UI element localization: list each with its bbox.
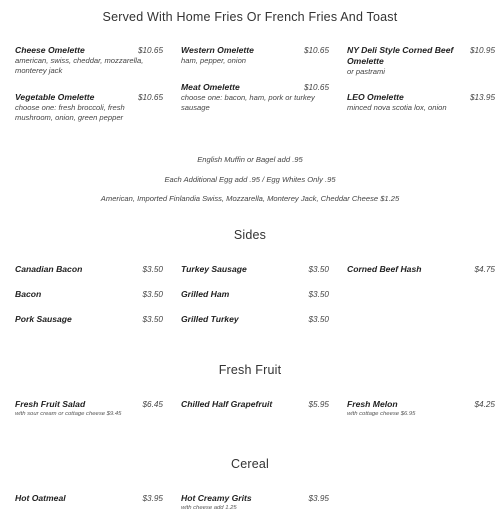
item-description: ham, pepper, onion — [181, 56, 247, 65]
item-name: Fresh Melon — [347, 399, 398, 409]
item-price: $6.45 — [142, 400, 163, 409]
menu-item-fresh-melon — [347, 399, 495, 418]
item-price: $3.50 — [308, 315, 329, 324]
item-name: Vegetable Omelette — [15, 92, 95, 102]
item-description: choose one: fresh broccoli, fresh mushroom, onion, green pepper — [15, 103, 125, 122]
menu-item-meat-omelette — [181, 82, 329, 113]
menu-item-fresh-fruit-salad — [15, 399, 163, 418]
item-name: Hot Oatmeal — [15, 493, 66, 503]
item-name: Grilled Turkey — [181, 314, 239, 324]
item-price: $3.50 — [142, 315, 163, 324]
item-price: $4.25 — [474, 400, 495, 409]
note-muffin-bagel: English Muffin or Bagel add .95 — [197, 155, 303, 164]
section-title-cereal: Cereal — [230, 457, 270, 471]
item-note: with sour cream or cottage cheese $9.45 — [15, 411, 122, 417]
item-price: $3.95 — [142, 494, 163, 503]
menu-item-bacon — [15, 289, 163, 300]
menu-item-western-omelette — [181, 45, 329, 66]
item-name: Cheese Omelette — [15, 45, 85, 55]
menu-item-grilled-ham — [181, 289, 329, 300]
item-note: with cottage cheese $6.95 — [347, 411, 416, 417]
item-description: minced nova scotia lox, onion — [347, 103, 447, 112]
section-title-omelettes: Served With Home Fries Or French Fries And Toast — [102, 10, 398, 24]
item-description: american, swiss, cheddar, mozzarella, monterey jack — [15, 56, 144, 75]
item-price: $4.75 — [474, 265, 495, 274]
item-price: $10.95 — [469, 46, 495, 55]
item-name: Turkey Sausage — [181, 264, 247, 274]
item-name: NY Deli Style Corned Beef Omelette — [347, 45, 454, 66]
menu-item-hot-creamy-grits — [181, 493, 329, 512]
menu-item-pork-sausage — [15, 314, 163, 325]
item-name: Western Omelette — [181, 45, 254, 55]
item-price: $10.65 — [137, 93, 163, 102]
item-note: with cheese add 1.25 — [181, 505, 237, 511]
item-name: Pork Sausage — [15, 314, 72, 324]
item-price: $5.95 — [308, 400, 329, 409]
item-description: choose one: bacon, ham, pork or turkey sausage — [181, 93, 315, 112]
item-price: $13.95 — [469, 93, 495, 102]
menu-item-corned-beef-omelette — [347, 45, 495, 77]
item-name: Grilled Ham — [181, 289, 230, 299]
item-price: $3.50 — [308, 290, 329, 299]
item-price: $10.65 — [303, 83, 329, 92]
item-description: or pastrami — [347, 67, 385, 76]
menu-item-chilled-half-grapefruit — [181, 399, 329, 410]
item-name: Fresh Fruit Salad — [15, 399, 86, 409]
menu-item-canadian-bacon — [15, 264, 163, 275]
menu-item-cheese-omelette — [15, 45, 163, 76]
item-price: $3.50 — [308, 265, 329, 274]
menu-item-turkey-sausage — [181, 264, 329, 275]
menu-item-hot-oatmeal — [15, 493, 163, 504]
item-name: Meat Omelette — [181, 82, 240, 92]
item-price: $10.65 — [303, 46, 329, 55]
note-additional-egg: Each Additional Egg add .95 / Egg Whites Only .95 — [164, 175, 336, 184]
section-title-fresh-fruit: Fresh Fruit — [218, 363, 282, 377]
menu-item-grilled-turkey — [181, 314, 329, 325]
item-price: $3.95 — [308, 494, 329, 503]
item-name: Chilled Half Grapefruit — [181, 399, 273, 409]
item-name: Corned Beef Hash — [347, 264, 422, 274]
item-name: Bacon — [15, 289, 42, 299]
note-cheese-addon: American, Imported Finlandia Swiss, Mozzarella, Monterey Jack, Cheddar Cheese $1.25 — [100, 194, 400, 203]
menu-item-vegetable-omelette — [15, 92, 163, 123]
item-name: Hot Creamy Grits — [181, 493, 252, 503]
section-title-sides: Sides — [233, 228, 267, 242]
item-price: $3.50 — [142, 290, 163, 299]
menu-item-corned-beef-hash — [347, 264, 495, 275]
item-price: $10.65 — [137, 46, 163, 55]
menu-item-leo-omelette — [347, 92, 495, 113]
item-name: Canadian Bacon — [15, 264, 83, 274]
item-price: $3.50 — [142, 265, 163, 274]
item-name: LEO Omelette — [347, 92, 404, 102]
